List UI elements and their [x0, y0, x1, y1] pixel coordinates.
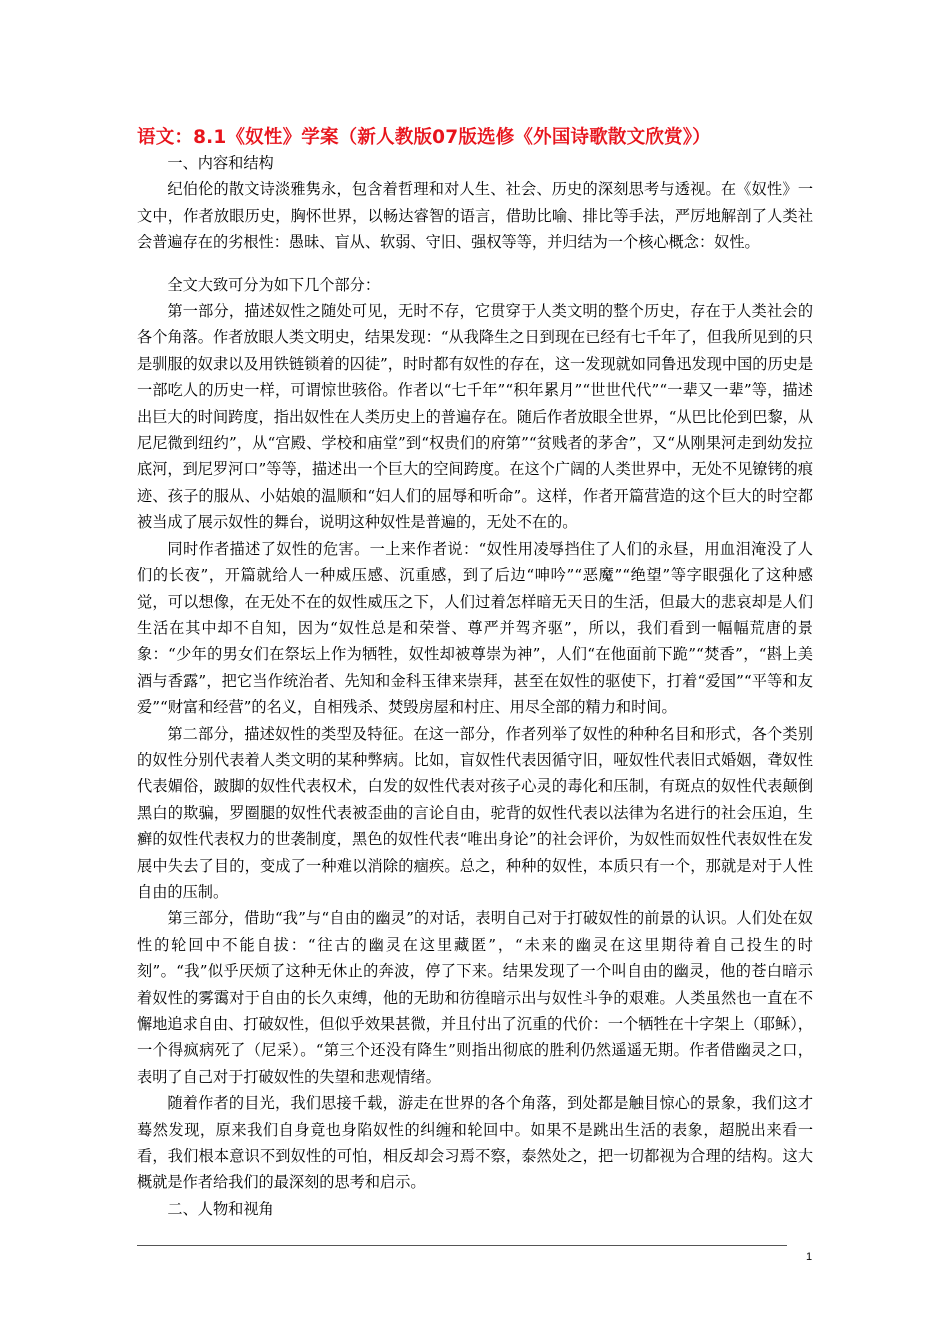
- paragraph: 全文大致可分为如下几个部分：: [167, 275, 381, 294]
- document-title: 语文：8.1《奴性》学案（新人教版07版选修《外国诗歌散文欣赏》）: [137, 127, 711, 148]
- paragraph: 第三部分，借助“我”与“自由的幽灵”的对话，表明自己对于打破奴性的前景的认识。人们处在奴性的轮回中不能自拔：“往古的幽灵在这里藏匿”，“未来的幽灵在这里期待着自己投生的时刻”。“我”似乎厌烦了这种无休止的奔波，停了下来。结果发现了一个叫自由的幽灵，他的苍白暗示着奴性的雾霭对于自由的长久束缚，他的无助和彷徨暗示出与奴性斗争的艰难。人类虽然也一直在不懈地追求自由、打破奴性，但似乎效果甚微，并且付出了沉重的代价：一个牺牲在十字架上（耶稣），一个得疯病死了（尼采）。“第三个还没有降生”则指出彻底的胜利仍然遥遥无期。作者借幽灵之口，表明了自己对于打破奴性的失望和悲观情绪。: [137, 909, 813, 1086]
- section-heading: 一、内容和结构: [167, 154, 274, 172]
- paragraph: 第二部分，描述奴性的类型及特征。在这一部分，作者列举了奴性的种种名目和形式，各个类别的奴性分别代表着人类文明的某种弊病。比如，盲奴性代表因循守旧，哑奴性代表旧式婚姻，聋奴性代表媚俗，跛脚的奴性代表权术，白发的奴性代表对孩子心灵的毒化和压制，有斑点的奴性代表颠倒黑白的欺骗，罗圈腿的奴性代表被歪曲的言论自由，驼背的奴性代表以法律为名进行的社会压迫，生癣的奴性代表权力的世袭制度，黑色的奴性代表“唯出身论”的社会评价，为奴性而奴性代表奴性在发展中失去了目的，变成了一种难以消除的痼疾。总之，种种的奴性，本质只有一个，那就是对于人性自由的压制。: [137, 724, 813, 901]
- paragraph: 同时作者描述了奴性的危害。一上来作者说：“奴性用凌辱挡住了人们的永昼，用血泪淹没了人们的长夜”，开篇就给人一种威压感、沉重感，到了后边“呻吟”“恶魔”“绝望”等字眼强化了这种感觉，可以想像，在无处不在的奴性威压之下，人们过着怎样暗无天日的生活，但最大的悲哀却是人们生活在其中却不自知，因为“奴性总是和荣誉、尊严并驾齐驱”，所以，我们看到一幅幅荒唐的景象：“少年的男女们在祭坛上作为牺牲，奴性却被尊崇为神”，人们“在他面前下跪”“焚香”，“斟上美酒与香露”，把它当作统治者、先知和金科玉律来崇拜，甚至在奴性的驱使下，打着“爱国”“平等和友爱”“财富和经营”的名义，自相残杀、焚毁房屋和村庄、用尽全部的精力和时间。: [137, 539, 813, 717]
- document-body: [137, 150, 813, 1222]
- paragraph: 第一部分，描述奴性之随处可见，无时不存，它贯穿于人类文明的整个历史，存在于人类社会的各个角落。作者放眼人类文明史，结果发现：“从我降生之日到现在已经有七千年了，但我所见到的只是驯服的奴隶以及用铁链锁着的囚徒”，时时都有奴性的存在，这一发现就如同鲁迅发现中国的历史是一部吃人的历史一样，可谓惊世骇俗。作者以“七千年”“积年累月”“世世代代”“一辈又一辈”等，描述出巨大的时间跨度，指出奴性在人类历史上的普遍存在。随后作者放眼全世界，“从巴比伦到巴黎，从尼尼微到纽约”，从“宫殿、学校和庙堂”到“权贵们的府第”“贫贱者的茅舍”，又“从刚果河走到幼发拉底河，到尼罗河口”等等，描述出一个巨大的空间跨度。在这个广阔的人类世界中，无处不见镣铐的痕迹、孩子的服从、小姑娘的温顺和“妇人们的屈辱和听命”。这样，作者开篇营造的这个巨大的时空都被当成了展示奴性的舞台，说明这种奴性是普遍的，无处不在的。: [137, 302, 814, 532]
- paragraph: 纪伯伦的散文诗淡雅隽永，包含着哲理和对人生、社会、历史的深刻思考与透视。在《奴性》一文中，作者放眼历史，胸怀世界，以畅达睿智的语言，借助比喻、排比等手法，严厉地解剖了人类社会普遍存在的劣根性：愚昧、盲从、软弱、守旧、强权等等，并归结为一个核心概念：奴性。: [137, 180, 813, 252]
- page-number: 1: [806, 1251, 813, 1263]
- footer-divider: [137, 1245, 787, 1246]
- section-heading: 二、人物和视角: [167, 1199, 274, 1218]
- paragraph: 随着作者的目光，我们思接千载，游走在世界的各个角落，到处都是触目惊心的景象，我们这才蓦然发现，原来我们自身竟也身陷奴性的纠缠和轮回中。如果不是跳出生活的表象，超脱出来看一看，我们根本意识不到奴性的可怕，相反却会习焉不察，泰然处之，把一切都视为合理的结构。这大概就是作者给我们的最深刻的思考和启示。: [137, 1094, 813, 1192]
